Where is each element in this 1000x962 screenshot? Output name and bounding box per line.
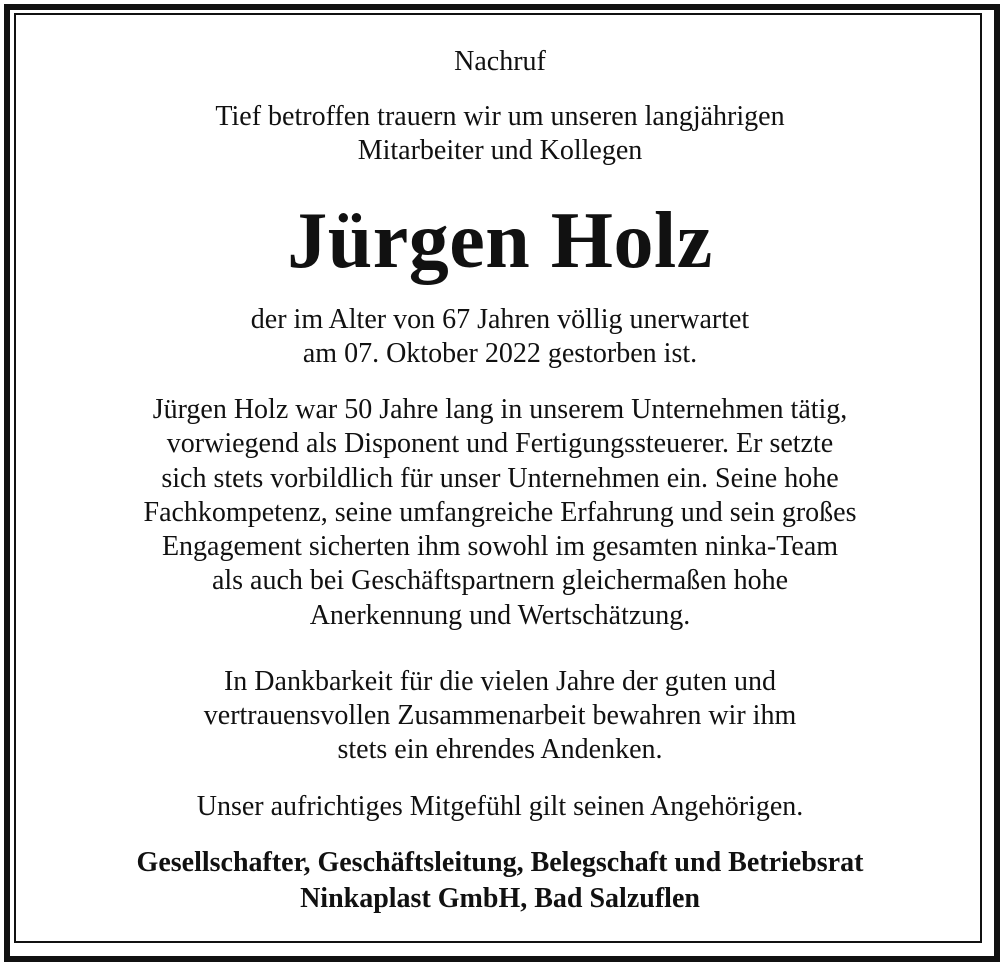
biography-paragraph — [16, 393, 984, 633]
thanks-line: In Dankbarkeit für die vielen Jahre der guten und — [223, 666, 776, 697]
sympathy-paragraph — [16, 790, 984, 824]
heading-text: Nachruf — [454, 46, 546, 77]
notice-heading — [16, 45, 984, 79]
signature-line: Gesellschafter, Geschäftsleitung, Belegschaft und Betriebsrat — [136, 847, 864, 878]
deceased-name — [16, 193, 984, 289]
thanks-paragraph — [16, 665, 984, 767]
signature-block — [16, 845, 984, 917]
deceased-name-text: Jürgen Holz — [287, 197, 713, 285]
intro-paragraph — [16, 100, 984, 168]
intro-line: Mitarbeiter und Kollegen — [357, 135, 643, 166]
bio-line: als auch bei Geschäftspartnern gleichermaßen hohe — [211, 565, 789, 597]
thanks-line: vertrauensvollen Zusammenarbeit bewahren wir ihm — [203, 700, 797, 731]
intro-line: Tief betroffen trauern wir um unseren langjährigen — [215, 101, 785, 132]
bio-line: Anerkennung und Wertschätzung. — [309, 599, 691, 631]
sympathy-line: Unser aufrichtiges Mitgefühl gilt seinen Angehörigen. — [196, 791, 804, 822]
age-line: am 07. Oktober 2022 gestorben ist. — [302, 338, 698, 369]
thanks-line: stets ein ehrendes Andenken. — [337, 734, 663, 765]
bio-line: Engagement sicherten ihm sowohl im gesamten ninka-Team — [161, 531, 839, 563]
signature-line: Ninkaplast GmbH, Bad Salzuflen — [300, 883, 700, 914]
bio-line: vorwiegend als Disponent und Fertigungssteuerer. Er setzte — [166, 428, 834, 460]
bio-line: Jürgen Holz war 50 Jahre lang in unserem Unternehmen tätig, — [152, 394, 848, 425]
age-line: der im Alter von 67 Jahren völlig unerwartet — [250, 304, 750, 335]
bio-line: sich stets vorbildlich für unser Unternehmen ein. Seine hohe — [161, 462, 839, 494]
bio-line: Fachkompetenz, seine umfangreiche Erfahrung und sein großes — [143, 496, 857, 528]
age-paragraph — [16, 303, 984, 371]
